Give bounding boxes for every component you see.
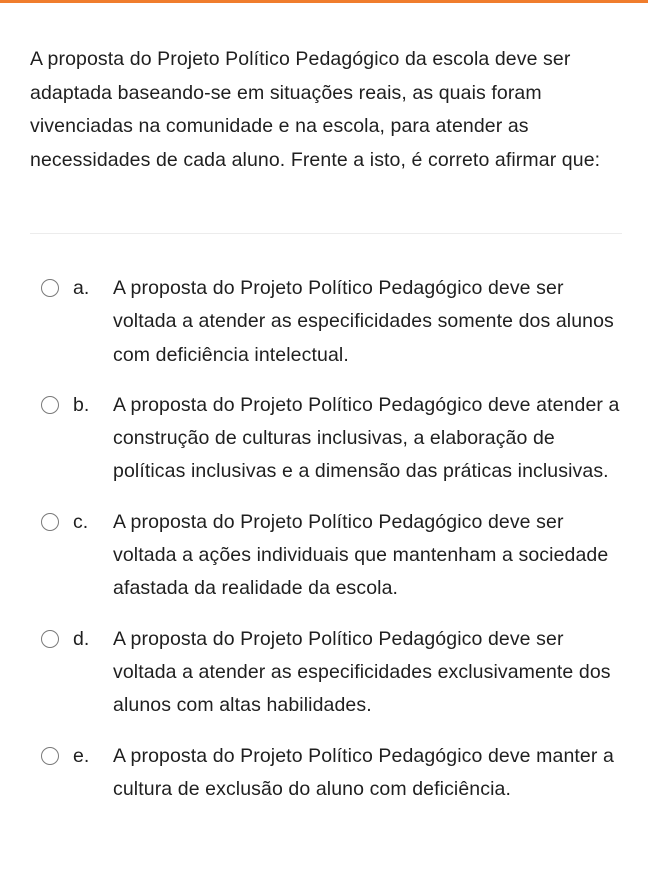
radio-button-b[interactable] <box>41 396 59 414</box>
divider <box>30 233 622 234</box>
option-text-e[interactable]: A proposta do Projeto Político Pedagógico deve manter a cultura de exclusão do aluno com deficiência. <box>113 744 614 800</box>
option-text-b[interactable]: A proposta do Projeto Político Pedagógico deve atender a construção de culturas inclusivas, a elaboração de políticas inclusivas e a dimensão das práticas inclusivas. <box>113 393 620 483</box>
option-letter-a: a. <box>73 277 90 299</box>
option-letter-d: d. <box>73 627 90 650</box>
radio-button-c[interactable] <box>41 513 59 531</box>
answer-option-b[interactable] <box>0 389 648 489</box>
answer-options-list <box>0 272 648 823</box>
answer-option-e[interactable] <box>0 740 648 807</box>
radio-button-e[interactable] <box>41 747 59 765</box>
answer-option-c[interactable] <box>0 506 648 606</box>
radio-button-a[interactable] <box>41 279 59 297</box>
radio-button-d[interactable] <box>41 630 59 648</box>
option-text-d[interactable]: A proposta do Projeto Político Pedagógico deve ser voltada a atender as especificidades exclusivamente dos alunos com altas habilidades. <box>113 627 611 717</box>
option-letter-c: c. <box>73 510 89 533</box>
accent-top-bar <box>0 0 648 3</box>
answer-option-a[interactable] <box>0 272 648 372</box>
option-letter-e: e. <box>73 744 90 767</box>
question-text: A proposta do Projeto Político Pedagógico da escola deve ser adaptada baseando-se em situações reais, as quais foram vivenciadas na comunidade e na escola, para atender as necessidades de cada aluno. Frente a isto, é correto afirmar que: <box>30 48 601 171</box>
option-text-a[interactable]: A proposta do Projeto Político Pedagógico deve ser voltada a atender as especificidades somente dos alunos com deficiência intelectual. <box>113 277 614 366</box>
answer-option-d[interactable] <box>0 623 648 723</box>
option-letter-b: b. <box>73 393 90 416</box>
option-text-c[interactable]: A proposta do Projeto Político Pedagógico deve ser voltada a ações individuais que mantenham a sociedade afastada da realidade da escola. <box>113 510 609 600</box>
